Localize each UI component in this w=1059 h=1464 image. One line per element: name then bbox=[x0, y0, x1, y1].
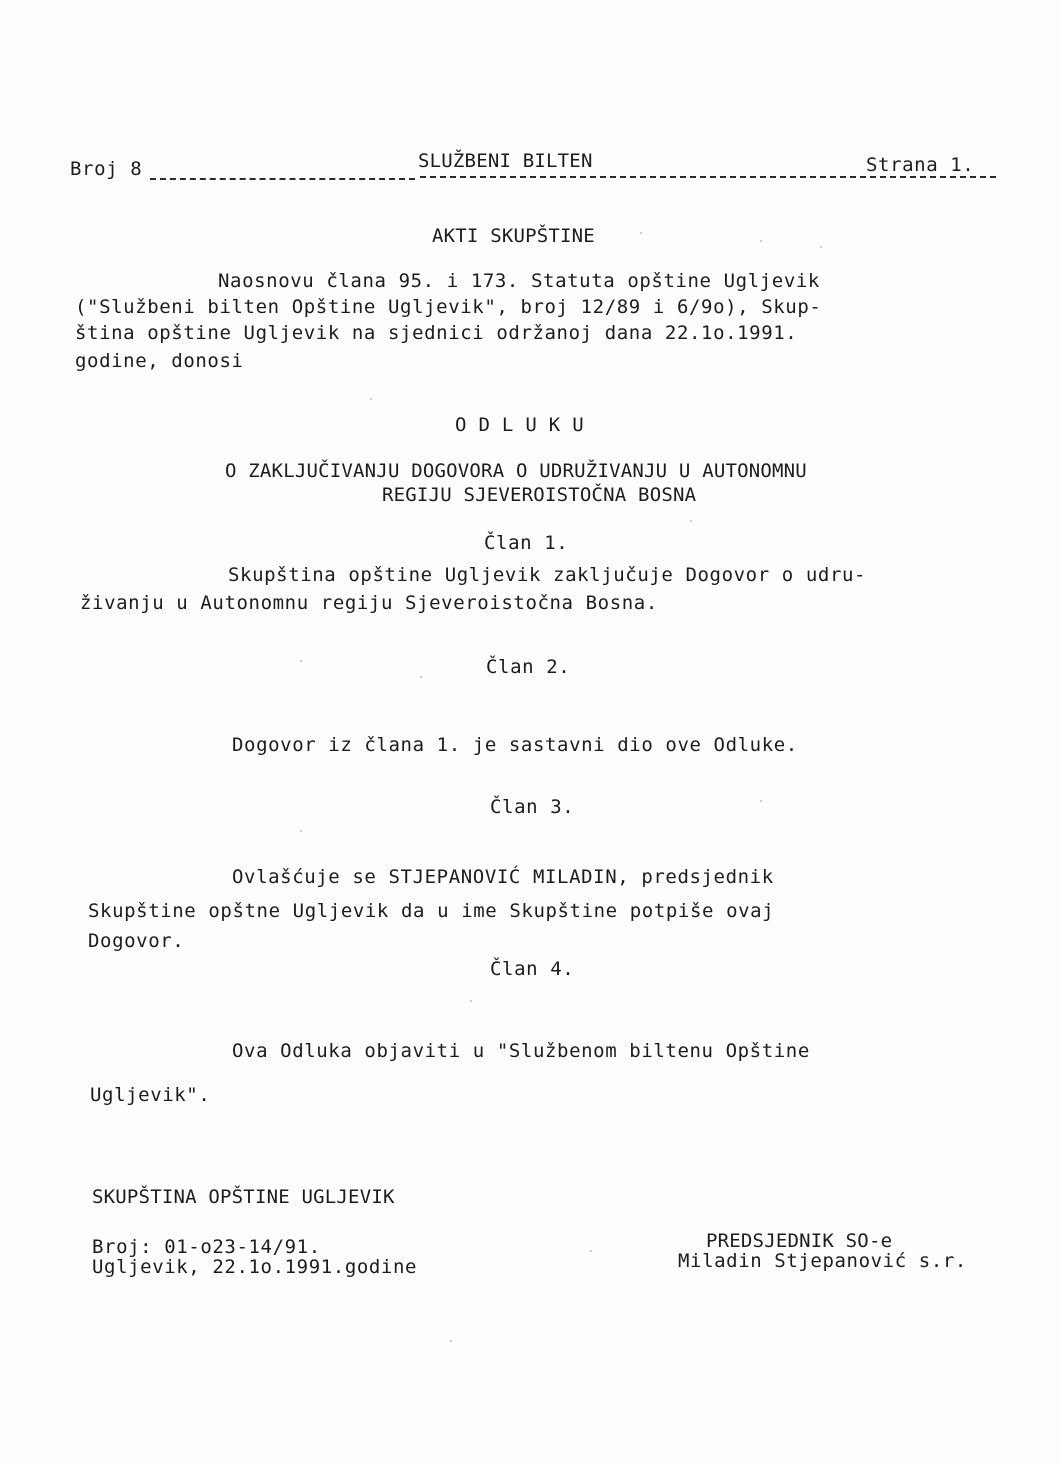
preamble-line: ("Službeni bilten Opštine Ugljevik", broj 12/89 i 6/9o), Skup- bbox=[75, 296, 822, 318]
article-text-line: Ugljevik". bbox=[90, 1084, 211, 1106]
preamble-line: ština opštine Ugljevik na sjednici održanoj dana 22.1o.1991. bbox=[75, 322, 798, 344]
decision-title: ODLUKU bbox=[455, 414, 596, 436]
decision-subject-line: O ZAKLJUČIVANJU DOGOVORA O UDRUŽIVANJU U AUTONOMNU bbox=[225, 460, 807, 482]
preamble-line: Naosnovu člana 95. i 173. Statuta opštine Ugljevik bbox=[218, 270, 820, 292]
header-rule-left bbox=[150, 178, 415, 180]
footer-number: Broj: 01-o23-14/91. bbox=[92, 1236, 321, 1258]
article-text-line: Dogovor iz člana 1. je sastavni dio ove Odluke. bbox=[232, 734, 798, 756]
decision-subject-line: REGIJU SJEVEROISTOČNA BOSNA bbox=[382, 484, 697, 506]
footer-institution: SKUPŠTINA OPŠTINE UGLJEVIK bbox=[92, 1186, 395, 1208]
article-text-line: Dogovor. bbox=[88, 930, 185, 952]
article-heading: Član 1. bbox=[484, 532, 569, 554]
scan-speck bbox=[820, 246, 822, 248]
preamble-line: godine, donosi bbox=[75, 350, 244, 372]
scan-speck bbox=[470, 1000, 472, 1002]
header-rule-right bbox=[420, 176, 996, 178]
article-text-line: Ova Odluka objaviti u "Službenom biltenu Opštine bbox=[232, 1040, 810, 1062]
article-text-line: Ovlašćuje se STJEPANOVIĆ MILADIN, predsjednik bbox=[232, 866, 774, 888]
section-title: AKTI SKUPŠTINE bbox=[432, 225, 595, 247]
scan-speck bbox=[640, 232, 642, 234]
article-heading: Član 2. bbox=[486, 656, 571, 678]
footer-place-date: Ugljevik, 22.1o.1991.godine bbox=[92, 1256, 418, 1278]
scan-speck bbox=[420, 676, 422, 678]
scan-speck bbox=[690, 520, 692, 522]
scan-speck bbox=[300, 830, 302, 832]
scan-speck bbox=[370, 398, 372, 400]
scan-speck bbox=[590, 1250, 592, 1252]
issue-number: Broj 8 bbox=[70, 158, 143, 180]
article-heading: Član 3. bbox=[490, 796, 575, 818]
article-text-line: Skupština opštine Ugljevik zaključuje Dogovor o udru- bbox=[228, 564, 867, 586]
signatory-title: PREDSJEDNIK SO-e bbox=[706, 1230, 893, 1252]
signatory-name: Miladin Stjepanović s.r. bbox=[678, 1250, 967, 1272]
scan-speck bbox=[450, 1340, 452, 1342]
article-heading: Član 4. bbox=[490, 958, 575, 980]
scan-speck bbox=[760, 240, 762, 242]
page-number: Strana 1. bbox=[866, 154, 975, 176]
publication-title: SLUŽBENI BILTEN bbox=[418, 150, 593, 172]
article-text-line: Skupštine opštne Ugljevik da u ime Skupštine potpiše ovaj bbox=[88, 900, 775, 922]
article-text-line: živanju u Autonomnu regiju Sjeveroistočna Bosna. bbox=[80, 592, 658, 614]
scan-speck bbox=[760, 800, 762, 802]
scan-speck bbox=[300, 660, 302, 662]
